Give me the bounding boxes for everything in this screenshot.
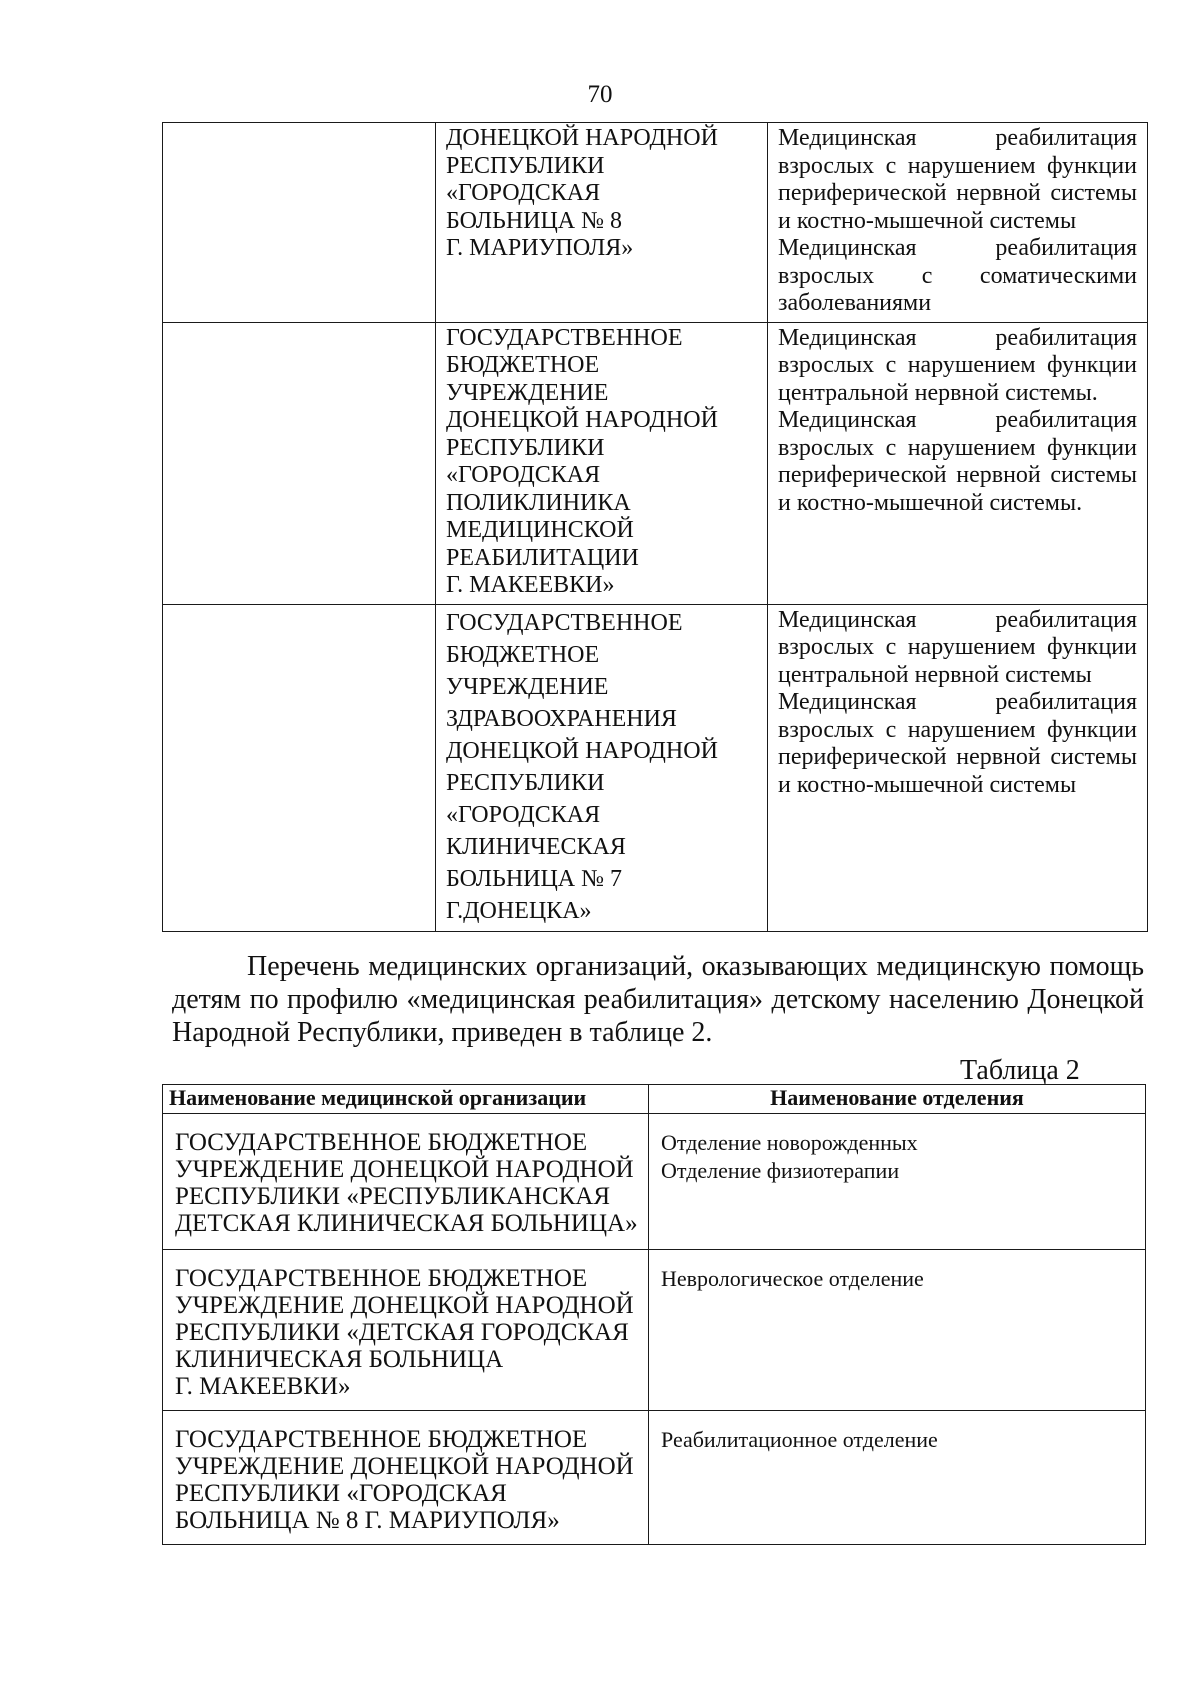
department-name: Медицинская реабилитация взрослых с нарушением функции периферической нервной системы и костно-мышечной системы. — [778, 407, 1137, 516]
organization-name-line: БЮДЖЕТНОЕ — [446, 641, 600, 668]
organization-name-line: УЧРЕЖДЕНИЕ — [446, 673, 609, 700]
department-name: Медицинская реабилитация взрослых с нарушением функции центральной нервной системы — [778, 606, 1137, 688]
organization-name-line: ГОСУДАРСТВЕННОЕ БЮДЖЕТНОЕ — [175, 1129, 588, 1156]
organization-name-line: КЛИНИЧЕСКАЯ — [446, 833, 626, 860]
department-cell — [768, 604, 1148, 931]
table-row — [163, 1114, 1146, 1250]
department-cell — [649, 1250, 1146, 1411]
table-row — [163, 322, 1148, 604]
department-cell — [768, 123, 1148, 323]
organization-name-line: ГОСУДАРСТВЕННОЕ БЮДЖЕТНОЕ — [175, 1265, 588, 1292]
department-cell — [768, 322, 1148, 604]
organization-name-cell — [163, 1114, 649, 1250]
organization-name-cell — [436, 123, 768, 323]
department-name: Неврологическое отделение — [661, 1266, 924, 1291]
organization-name-line: РЕСПУБЛИКИ «ГОРОДСКАЯ — [175, 1480, 507, 1507]
organization-name-cell — [163, 1250, 649, 1411]
organization-name-line: ДЕТСКАЯ КЛИНИЧЕСКАЯ БОЛЬНИЦА» — [175, 1210, 638, 1237]
organization-name-line: БОЛЬНИЦА № 8 — [446, 207, 623, 234]
empty-cell — [163, 123, 436, 323]
organization-name-line: Г. МАРИУПОЛЯ» — [446, 235, 634, 261]
header-department: Наименование отделения — [649, 1085, 1146, 1114]
organization-name-line: РЕСПУБЛИКИ — [446, 152, 605, 179]
department-name: Медицинская реабилитация взрослых с нарушением функции центральной нервной системы. — [778, 324, 1137, 406]
table-header-row — [163, 1085, 1146, 1114]
organization-name-line: РЕСПУБЛИКИ «РЕСПУБЛИКАНСКАЯ — [175, 1183, 611, 1210]
organization-name-line: ГОСУДАРСТВЕННОЕ — [446, 609, 683, 636]
department-name: Медицинская реабилитация взрослых с соматическими заболеваниями — [778, 235, 1137, 316]
organization-name-cell — [436, 604, 768, 931]
table-row — [163, 123, 1148, 323]
organization-name-cell — [163, 1411, 649, 1545]
organization-name-line: МЕДИЦИНСКОЙ — [446, 517, 634, 543]
organization-name-line: БЮДЖЕТНОЕ — [446, 352, 600, 378]
organization-name-line: РЕАБИЛИТАЦИИ — [446, 544, 639, 571]
organization-name-line: Г. МАКЕЕВКИ» — [446, 572, 615, 598]
department-cell — [649, 1114, 1146, 1250]
organization-name-line: ПОЛИКЛИНИКА — [446, 489, 631, 516]
department-name: Медицинская реабилитация взрослых с нарушением функции периферической нервной системы и костно-мышечной системы — [778, 689, 1137, 798]
intro-paragraph: Перечень медицинских организаций, оказывающих медицинскую помощь детям по профилю «медицинская реабилитация» детскому населению Донецкой Народной Республики, приведен в таблице 2. — [172, 951, 1144, 1048]
organization-name-cell — [436, 322, 768, 604]
table-row — [163, 1411, 1146, 1545]
table-row — [163, 604, 1148, 931]
table-caption: Таблица 2 — [960, 1055, 1080, 1086]
page-number: 70 — [587, 81, 613, 108]
organization-name-line: ГОСУДАРСТВЕННОЕ — [446, 324, 683, 351]
children-rehabilitation-table — [162, 1084, 1146, 1545]
organization-name-line: «ГОРОДСКАЯ — [446, 462, 601, 488]
organization-name-line: Г.ДОНЕЦКА» — [446, 897, 592, 924]
organization-name-line: ДОНЕЦКОЙ НАРОДНОЙ — [446, 407, 718, 433]
organization-name-line: ЗДРАВООХРАНЕНИЯ — [446, 705, 677, 732]
department-name: Реабилитационное отделение — [661, 1427, 938, 1452]
organization-name-line: РЕСПУБЛИКИ «ДЕТСКАЯ ГОРОДСКАЯ — [175, 1319, 629, 1346]
department-name: Отделение физиотерапии — [661, 1158, 900, 1183]
table-row — [163, 1250, 1146, 1411]
organization-name-line: УЧРЕЖДЕНИЕ ДОНЕЦКОЙ НАРОДНОЙ — [175, 1156, 634, 1183]
organization-name-line: ДОНЕЦКОЙ НАРОДНОЙ — [446, 125, 718, 151]
organization-name-line: РЕСПУБЛИКИ — [446, 434, 605, 461]
rehabilitation-organizations-table-continued — [162, 122, 1148, 932]
organization-name-line: УЧРЕЖДЕНИЕ ДОНЕЦКОЙ НАРОДНОЙ — [175, 1292, 634, 1319]
organization-name-line: ГОСУДАРСТВЕННОЕ БЮДЖЕТНОЕ — [175, 1426, 588, 1453]
organization-name-line: УЧРЕЖДЕНИЕ — [446, 379, 609, 406]
organization-name-line: БОЛЬНИЦА № 7 — [446, 865, 623, 892]
organization-name-line: «ГОРОДСКАЯ — [446, 801, 601, 828]
empty-cell — [163, 604, 436, 931]
organization-name-line: УЧРЕЖДЕНИЕ ДОНЕЦКОЙ НАРОДНОЙ — [175, 1453, 634, 1480]
department-cell — [649, 1411, 1146, 1545]
empty-cell — [163, 322, 436, 604]
organization-name-line: РЕСПУБЛИКИ — [446, 769, 605, 796]
header-organization: Наименование медицинской организации — [163, 1085, 649, 1114]
organization-name-line: «ГОРОДСКАЯ — [446, 180, 601, 206]
organization-name-line: Г. МАКЕЕВКИ» — [175, 1373, 351, 1400]
organization-name-line: КЛИНИЧЕСКАЯ БОЛЬНИЦА — [175, 1346, 504, 1373]
organization-name-line: ДОНЕЦКОЙ НАРОДНОЙ — [446, 737, 718, 764]
organization-name-line: БОЛЬНИЦА № 8 Г. МАРИУПОЛЯ» — [175, 1507, 560, 1534]
department-name: Медицинская реабилитация взрослых с нарушением функции периферической нервной системы и костно-мышечной системы — [778, 125, 1137, 234]
department-name: Отделение новорожденных — [661, 1130, 918, 1155]
